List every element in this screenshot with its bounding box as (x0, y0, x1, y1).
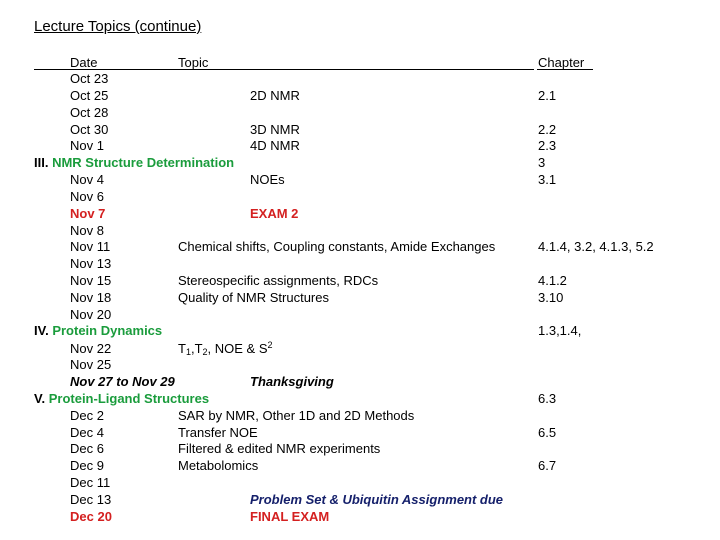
row-topic: SAR by NMR, Other 1D and 2D Methods (178, 408, 415, 423)
row-topic: NOEs (250, 172, 285, 187)
row-chapter: 4.1.4, 3.2, 4.1.3, 5.2 (538, 239, 654, 254)
row-chapter: 2.3 (538, 138, 557, 153)
row-topic: Metabolomics (178, 458, 259, 473)
row-date: Nov 4 (70, 172, 104, 187)
row-chapter: 1.3,1.4, (538, 323, 582, 338)
row-date: Dec 6 (70, 441, 104, 456)
row-date: Dec 13 (70, 492, 112, 507)
section-heading (34, 323, 162, 339)
section-title: NMR Structure Determination (52, 155, 235, 170)
row-date: Oct 25 (70, 88, 109, 103)
row-date: Oct 28 (70, 105, 109, 120)
row-date: Dec 4 (70, 425, 104, 440)
row-topic: Chemical shifts, Coupling constants, Amide Exchanges (178, 239, 496, 254)
topic-part: , NOE & S (207, 341, 268, 356)
header-chapter: Chapter (538, 55, 585, 70)
holiday-label: Thanksgiving (250, 374, 334, 389)
row-date: Nov 1 (70, 138, 104, 153)
final-exam-label: FINAL EXAM (250, 509, 330, 524)
row-topic: 2D NMR (250, 88, 300, 103)
row-chapter: 6.7 (538, 458, 557, 473)
subscript: 2 (202, 347, 208, 357)
row-topic: 4D NMR (250, 138, 300, 153)
row-date: Nov 15 (70, 273, 112, 288)
section-number: V. (34, 391, 46, 406)
row-date: Dec 11 (70, 475, 111, 490)
row-date: Nov 18 (70, 290, 112, 305)
topic-part: T (178, 341, 186, 356)
exam-label: EXAM 2 (250, 206, 299, 221)
exam-date: Nov 7 (70, 206, 106, 221)
row-chapter: 2.2 (538, 122, 557, 137)
relaxation-topic (178, 341, 273, 357)
assignment-due: Problem Set & Ubiquitin Assignment due (250, 492, 504, 507)
row-topic: Stereospecific assignments, RDCs (178, 273, 379, 288)
row-topic: Transfer NOE (178, 425, 258, 440)
holiday-dates: Nov 27 to Nov 29 (70, 374, 175, 389)
superscript: 2 (267, 340, 273, 350)
row-chapter: 3.10 (538, 290, 564, 305)
row-date: Nov 8 (70, 223, 104, 238)
row-date: Nov 13 (70, 256, 112, 271)
row-date: Nov 25 (70, 357, 112, 372)
final-exam-date: Dec 20 (70, 509, 112, 524)
section-number: III. (34, 155, 49, 170)
page-title: Lecture Topics (continue) (34, 18, 202, 35)
row-chapter: 2.1 (538, 88, 557, 103)
section-heading (34, 155, 234, 171)
header-topic: Topic (178, 55, 209, 70)
header-date: Date (70, 55, 98, 70)
row-chapter: 6.5 (538, 425, 557, 440)
row-date: Dec 9 (70, 458, 104, 473)
section-title: Protein Dynamics (52, 323, 163, 338)
row-date: Nov 11 (70, 239, 111, 254)
row-date: Oct 30 (70, 122, 109, 137)
row-topic: 3D NMR (250, 122, 300, 137)
row-topic: Quality of NMR Structures (178, 290, 329, 305)
row-chapter: 6.3 (538, 391, 557, 406)
header-underline (34, 69, 534, 70)
row-chapter: 4.1.2 (538, 273, 567, 288)
section-number: IV. (34, 323, 49, 338)
section-heading (34, 391, 209, 407)
subscript: 1 (185, 347, 191, 357)
section-title: Protein-Ligand Structures (48, 391, 210, 406)
row-date: Oct 23 (70, 71, 109, 86)
row-date: Nov 6 (70, 189, 104, 204)
row-date: Dec 2 (70, 408, 104, 423)
topic-part: ,T (190, 341, 203, 356)
row-chapter: 3 (538, 155, 546, 170)
row-date: Nov 20 (70, 307, 112, 322)
row-topic: Filtered & edited NMR experiments (178, 441, 381, 456)
row-chapter: 3.1 (538, 172, 557, 187)
row-date: Nov 22 (70, 341, 112, 356)
